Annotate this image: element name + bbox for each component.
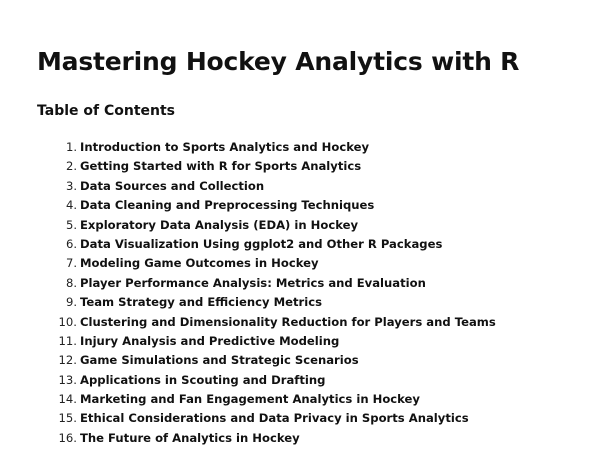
toc-item-title: Applications in Scouting and Drafting [80,372,326,387]
toc-item-title: Data Sources and Collection [80,178,265,193]
toc-item-title: Introduction to Sports Analytics and Hockey [80,140,370,154]
toc-item-title: Modeling Game Outcomes in Hockey [80,256,319,271]
toc-item-number: 2. [65,159,77,174]
toc-item-number: 9. [65,295,77,310]
toc-item-title: Clustering and Dimensionality Reduction for Players and Teams [80,314,496,329]
toc-item-title: Game Simulations and Strategic Scenarios [80,353,359,368]
toc-item-title: Ethical Considerations and Data Privacy in Sports Analytics [80,411,469,426]
toc-item-number: 5. [65,217,77,232]
toc-item-number: 14. [58,392,77,407]
page-title: Mastering Hockey Analytics with R [37,47,520,76]
toc-item-title: Getting Started with R for Sports Analytics [80,159,362,174]
toc-item-title: Injury Analysis and Predictive Modeling [80,333,340,348]
toc-item-title: Exploratory Data Analysis (EDA) in Hockey [80,217,359,232]
toc-heading: Table of Contents [37,103,176,119]
toc-item-number: 8. [65,275,77,290]
toc-item-title: Team Strategy and Efficiency Metrics [80,295,323,310]
toc-item-number: 6. [65,236,77,251]
toc-item-title: Marketing and Fan Engagement Analytics in Hockey [80,392,420,407]
toc-item-number: 11. [58,333,77,348]
toc-item-title: The Future of Analytics in Hockey [80,430,300,445]
toc-item-number: 16. [58,430,77,445]
toc-item-title: Data Cleaning and Preprocessing Techniques [80,198,375,213]
toc-item-number: 12. [58,353,77,368]
toc-item-number: 10. [58,314,77,329]
toc-item-number: 7. [65,256,77,271]
toc-item-number: 3. [65,178,77,193]
toc-item-number: 13. [58,372,77,387]
toc-item-number: 1. [65,140,77,154]
toc-item-number: 15. [58,411,77,426]
toc-item-title: Player Performance Analysis: Metrics and Evaluation [80,275,426,290]
toc-item-number: 4. [65,198,77,213]
toc-item-title: Data Visualization Using ggplot2 and Other R Packages [80,236,443,251]
